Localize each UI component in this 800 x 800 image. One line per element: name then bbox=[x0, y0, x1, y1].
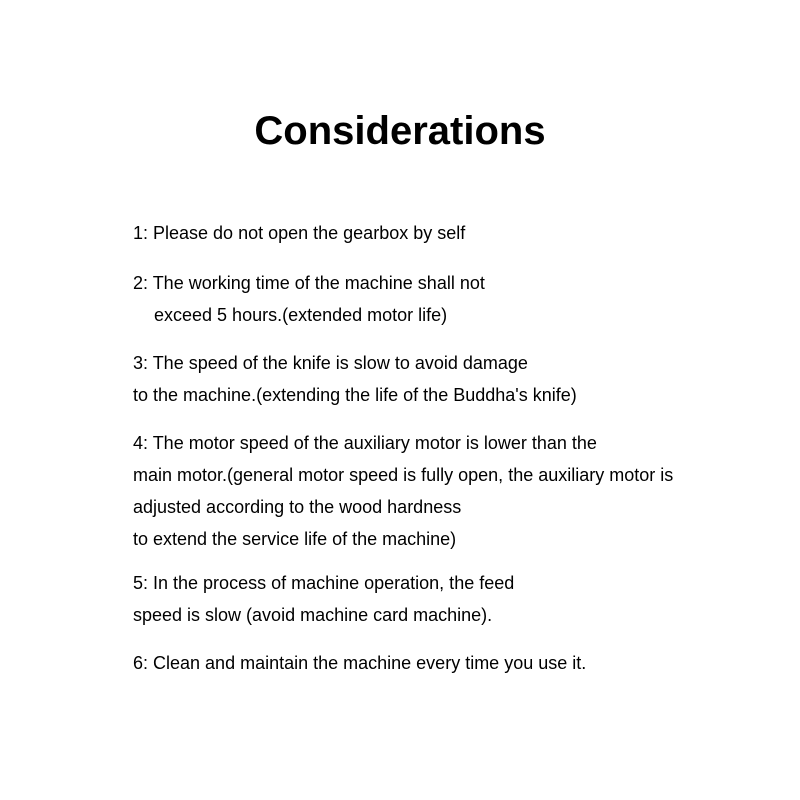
item-3-line-1: 3: The speed of the knife is slow to avoid damage bbox=[133, 353, 528, 373]
item-2-line-1: 2: The working time of the machine shall not bbox=[133, 273, 485, 293]
item-4-line-3: adjusted according to the wood hardness bbox=[133, 497, 462, 517]
item-6-line-1: 6: Clean and maintain the machine every time you use it. bbox=[133, 653, 587, 673]
item-5-line-1: 5: In the process of machine operation, the feed bbox=[133, 573, 515, 593]
item-4-line-4: to extend the service life of the machine) bbox=[133, 529, 457, 549]
page-title: Considerations bbox=[254, 109, 546, 153]
item-2-line-2: exceed 5 hours.(extended motor life) bbox=[154, 305, 448, 325]
item-1-line-1: 1: Please do not open the gearbox by self bbox=[133, 223, 466, 243]
item-4-line-1: 4: The motor speed of the auxiliary motor is lower than the bbox=[133, 433, 597, 453]
item-5-line-2: speed is slow (avoid machine card machine). bbox=[133, 605, 493, 625]
item-3-line-2: to the machine.(extending the life of the Buddha's knife) bbox=[133, 385, 577, 405]
item-4-line-2: main motor.(general motor speed is fully open, the auxiliary motor is bbox=[133, 465, 674, 485]
